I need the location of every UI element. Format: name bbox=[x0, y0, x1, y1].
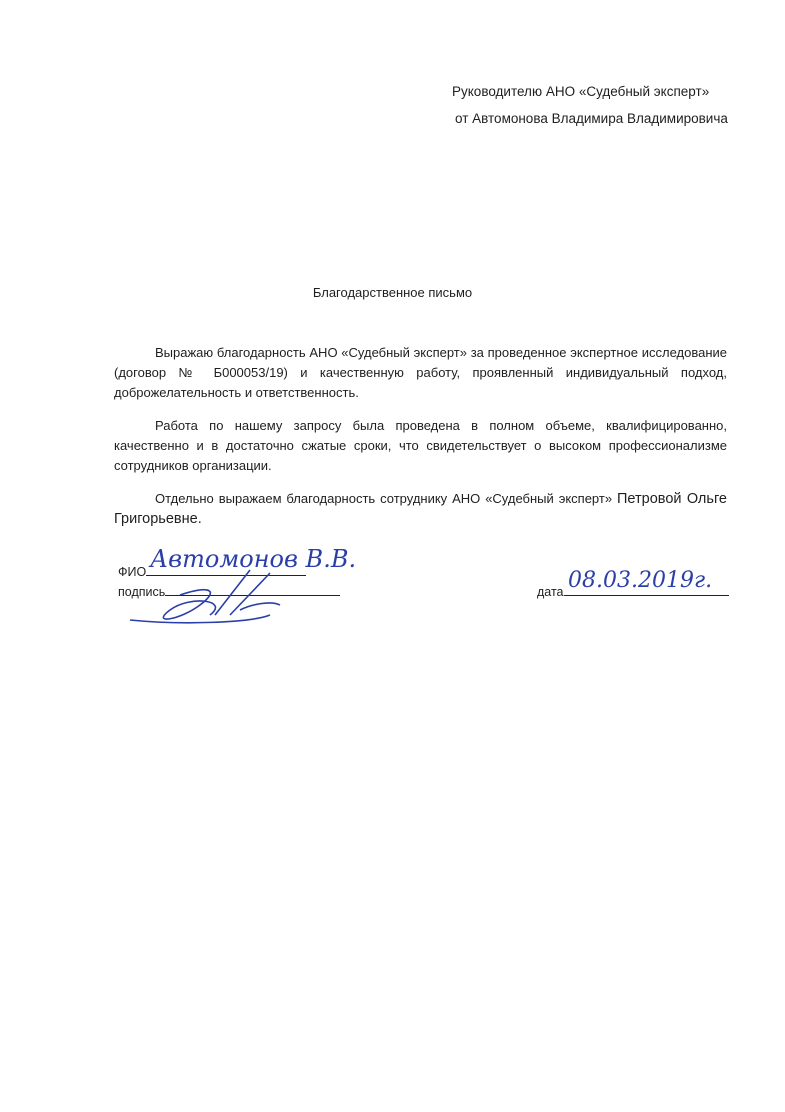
document-title: Благодарственное письмо bbox=[312, 285, 473, 300]
date-line bbox=[564, 595, 729, 596]
letter-body bbox=[114, 343, 727, 542]
employee-name: Петровой Ольге Григорьевне. bbox=[114, 491, 727, 527]
paragraph-3 bbox=[114, 489, 727, 529]
signature-label: подпись bbox=[118, 585, 166, 599]
fio-label: ФИО bbox=[118, 565, 147, 579]
date-handwritten: 08.03.2019г. bbox=[568, 568, 713, 593]
signature-scribble-icon bbox=[120, 565, 320, 640]
fio-handwritten: Автомонов В.В. bbox=[150, 545, 357, 573]
addressee-block bbox=[452, 78, 728, 132]
closing-text: Отдельно выражаем благодарность сотруднику АНО «Судебный эксперт» bbox=[155, 491, 613, 506]
paragraph-2: Работа по нашему запросу была проведена в полном объеме, квалифицированно, качественно и в достаточно сжатые сроки, что свидетельствует о высоком профессионализме сотрудников организации. bbox=[114, 418, 727, 473]
addressee-line-1: Руководителю АНО «Судебный эксперт» bbox=[452, 84, 710, 99]
date-label: дата bbox=[537, 585, 564, 599]
paragraph-1: Выражаю благодарность АНО «Судебный эксперт» за проведенное экспертное исследование (договор № Б000053/19) и качественную работу, проявленный индивидуальный подход, доброжелательность и ответственность. bbox=[114, 345, 727, 400]
addressee-line-2: от Автомонова Владимира Владимировича bbox=[455, 111, 728, 126]
